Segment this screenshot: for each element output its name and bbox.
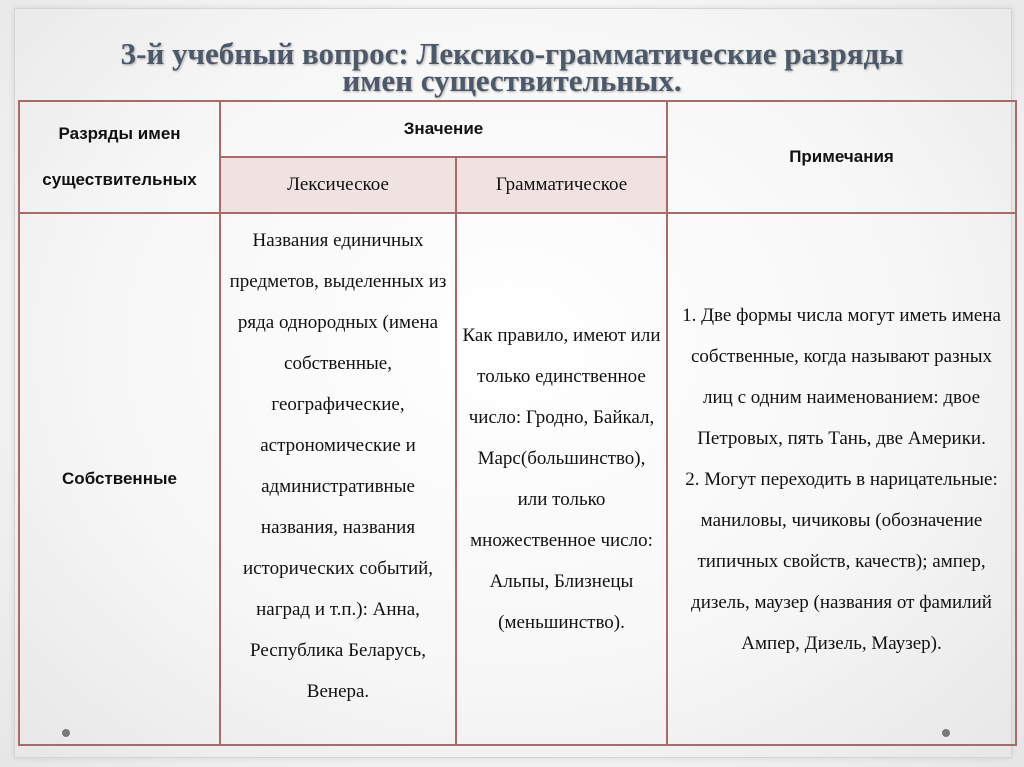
title-line-1: 3-й учебный вопрос: Лексико-грамматические разряды [120,36,904,71]
title-line-2: имен существительных. [342,63,682,98]
notes-cell [667,213,1016,745]
header-categories-line-1: Разряды имен [58,124,181,143]
corner-dot-left [62,729,70,737]
header-notes: Примечания [667,101,1016,213]
table-row [19,213,1016,745]
categories-table [18,100,1017,746]
header-meaning: Значение [220,101,667,157]
lexical-meaning-cell: Названия единичных предметов, выделенных из ряда однородных (имена собственные, географические, астрономические и административные названия, названия исторических событий, наград и т.п.): Анна, Республика Беларусь, Венера. [220,213,456,745]
header-categories-line-2: существительных [42,170,197,189]
header-row-1 [19,101,1016,157]
header-lexical: Лексическое [220,157,456,213]
corner-dot-right [942,729,950,737]
header-grammatical: Грамматическое [456,157,667,213]
category-cell: Собственные [19,213,220,745]
note-2: 2. Могут переходить в нарицательные: маниловы, чичиковы (обозначение типичных свойств, качеств); ампер, дизель, маузер (названия от фамилий Ампер, Дизель, Маузер). [685,468,998,654]
note-1: 1. Две формы числа могут иметь имена собственные, когда называют разных лиц с одним наименованием: двое Петровых, пять Тань, две Америки. [682,304,1001,449]
header-categories [19,101,220,213]
slide-title [20,36,1004,98]
grammatical-meaning-cell: Как правило, имеют или только единственное число: Гродно, Байкал, Марс(большинство), или только множественное число: Альпы, Близнецы (меньшинство). [456,213,667,745]
